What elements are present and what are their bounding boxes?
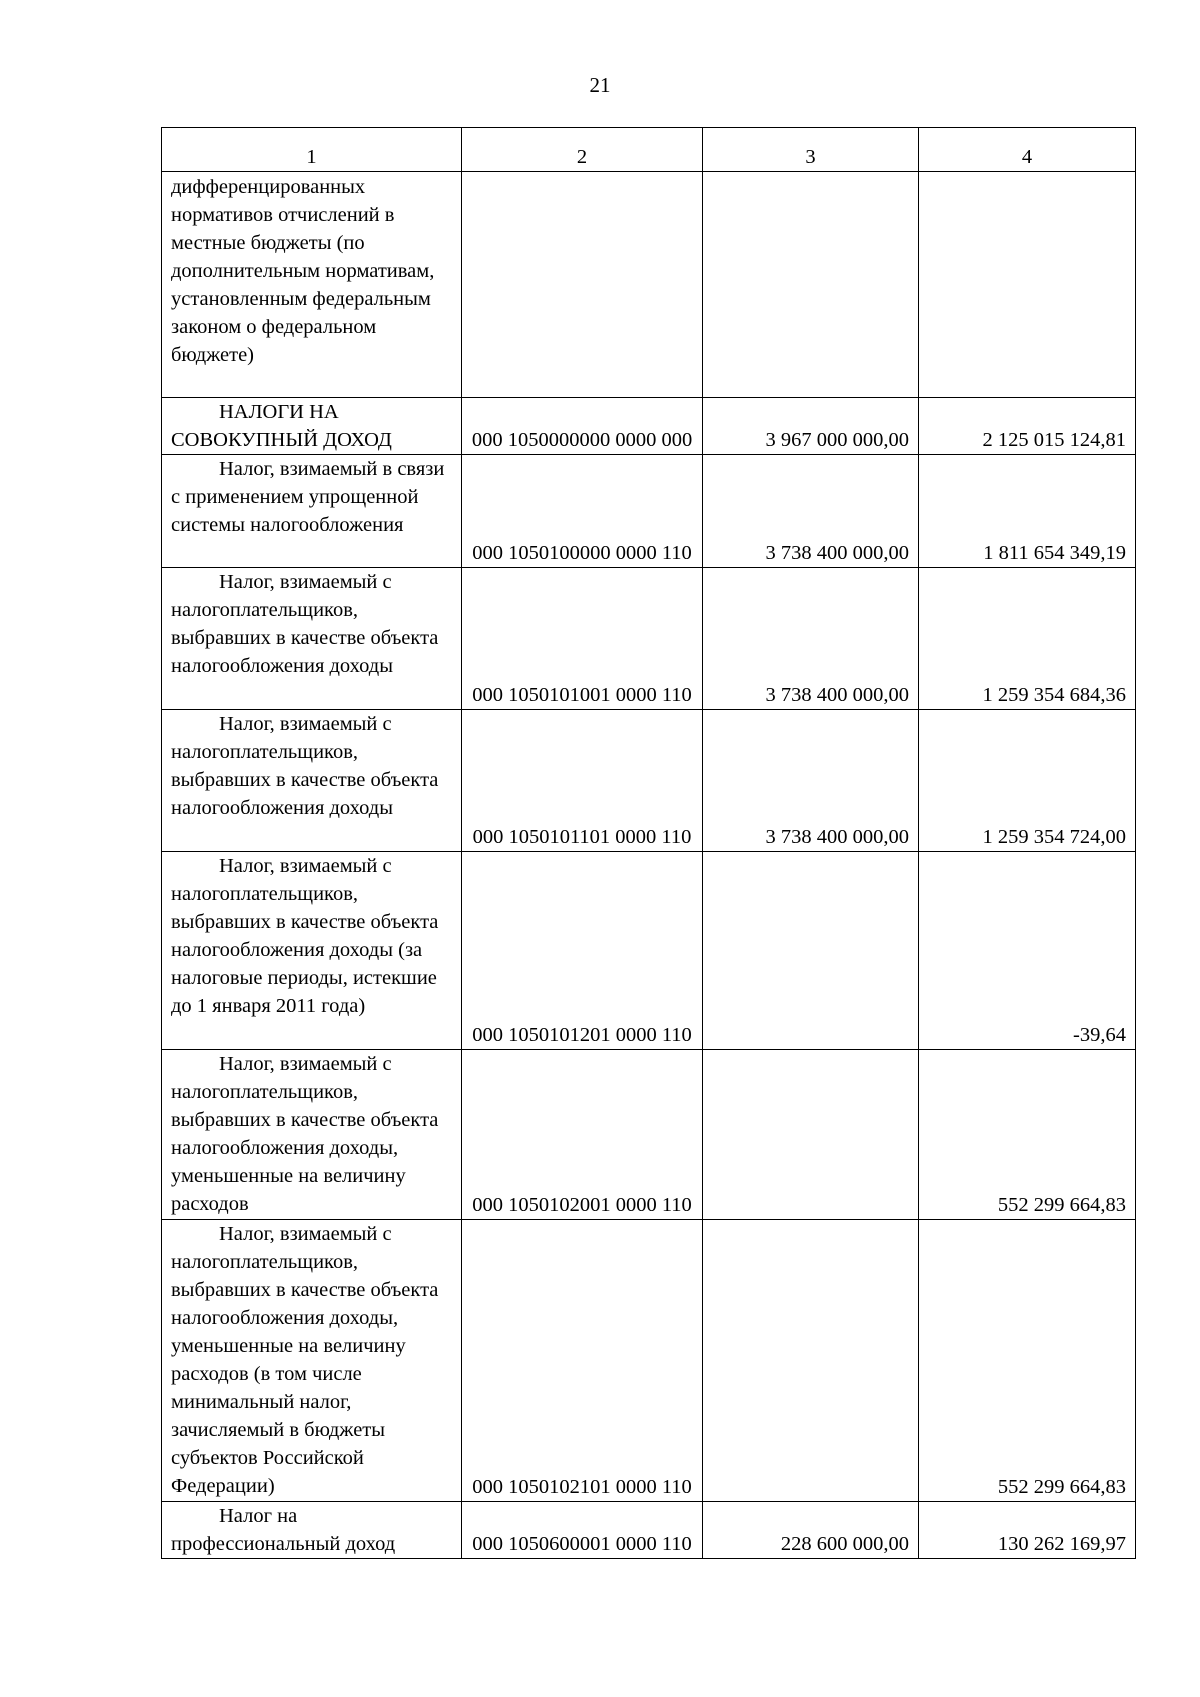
row-fact: 552 299 664,83: [919, 1220, 1136, 1502]
row-fact: 1 259 354 684,36: [919, 568, 1136, 710]
row-code: 000 1050101201 0000 110: [462, 852, 703, 1050]
table-row: [162, 710, 1136, 852]
row-name-text: Налог на профессиональный доход: [171, 1505, 396, 1555]
column-header-3: 3: [703, 128, 919, 172]
row-code: 000 1050100000 0000 110: [462, 455, 703, 568]
row-fact: 2 125 015 124,81: [919, 398, 1136, 455]
row-name-text: дифференцированных нормативов отчислений в местные бюджеты (по дополнительным нормативам, установленным федеральным законом о федеральном бюджете): [171, 176, 435, 366]
row-name: [162, 1502, 462, 1559]
page-number: 21: [589, 73, 611, 97]
row-plan: 3 738 400 000,00: [703, 455, 919, 568]
row-plan: 228 600 000,00: [703, 1502, 919, 1559]
table-header-row: [162, 128, 1136, 172]
row-plan: [703, 172, 919, 398]
row-name: [162, 455, 462, 568]
row-fact: 130 262 169,97: [919, 1502, 1136, 1559]
row-name-text: Налог, взимаемый с налогоплательщиков, выбравших в качестве объекта налогообложения доходы (за налоговые периоды, истекшие до 1 января 2011 года): [171, 855, 439, 1017]
table-row: [162, 172, 1136, 398]
row-code: 000 1050102001 0000 110: [462, 1050, 703, 1220]
row-fact: -39,64: [919, 852, 1136, 1050]
table-row: [162, 568, 1136, 710]
row-name-text: Налог, взимаемый с налогоплательщиков, выбравших в качестве объекта налогообложения доходы, уменьшенные на величину расходов: [171, 1053, 439, 1215]
row-name: [162, 1050, 462, 1220]
row-fact: [919, 172, 1136, 398]
row-name-text: Налог, взимаемый с налогоплательщиков, выбравших в качестве объекта налогообложения доходы: [171, 713, 439, 819]
row-plan: 3 738 400 000,00: [703, 568, 919, 710]
row-plan: 3 738 400 000,00: [703, 710, 919, 852]
row-code: 000 1050101001 0000 110: [462, 568, 703, 710]
row-code: 000 1050102101 0000 110: [462, 1220, 703, 1502]
row-name: [162, 710, 462, 852]
table-row: [162, 1220, 1136, 1502]
column-header-4: 4: [919, 128, 1136, 172]
row-plan: 3 967 000 000,00: [703, 398, 919, 455]
table-row: [162, 1050, 1136, 1220]
row-fact: 552 299 664,83: [919, 1050, 1136, 1220]
row-code: 000 1050600001 0000 110: [462, 1502, 703, 1559]
table-row: [162, 455, 1136, 568]
row-name-text: НАЛОГИ НА СОВОКУПНЫЙ ДОХОД: [171, 401, 392, 451]
row-name-text: Налог, взимаемый в связи с применением упрощенной системы налогообложения: [171, 458, 445, 536]
table-row: [162, 852, 1136, 1050]
row-name: [162, 1220, 462, 1502]
budget-table: [161, 127, 1136, 1559]
row-name: [162, 852, 462, 1050]
table-row: [162, 398, 1136, 455]
column-header-2: 2: [462, 128, 703, 172]
row-plan: [703, 1220, 919, 1502]
row-name-text: Налог, взимаемый с налогоплательщиков, выбравших в качестве объекта налогообложения доходы, уменьшенные на величину расходов (в том числе минимальный налог, зачисляемый в бюджеты субъектов Российской Федерации): [171, 1223, 439, 1497]
row-code: 000 1050000000 0000 000: [462, 398, 703, 455]
column-header-1: 1: [162, 128, 462, 172]
row-plan: [703, 1050, 919, 1220]
row-code: [462, 172, 703, 398]
row-name: [162, 568, 462, 710]
table-row: [162, 1502, 1136, 1559]
row-name: [162, 398, 462, 455]
row-code: 000 1050101101 0000 110: [462, 710, 703, 852]
row-fact: 1 259 354 724,00: [919, 710, 1136, 852]
row-plan: [703, 852, 919, 1050]
row-name-text: Налог, взимаемый с налогоплательщиков, выбравших в качестве объекта налогообложения доходы: [171, 571, 439, 677]
row-fact: 1 811 654 349,19: [919, 455, 1136, 568]
row-name: [162, 172, 462, 398]
